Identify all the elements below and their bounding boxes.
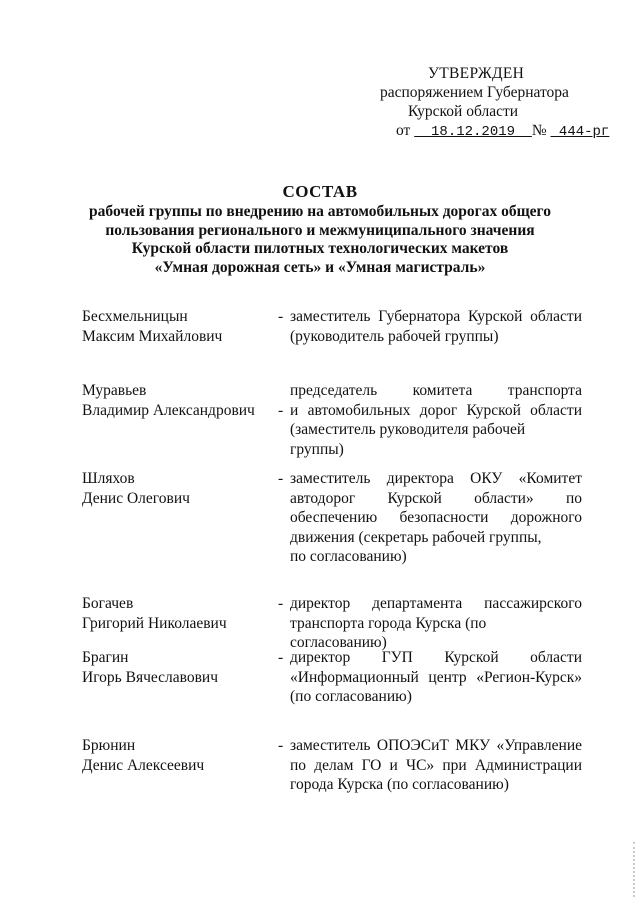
approval-stamp xyxy=(370,64,610,142)
role-line: заместитель директора ОКУ «Комитет xyxy=(290,470,582,487)
approval-line-1: распоряжением Губернатора xyxy=(380,84,569,101)
date-prefix: от xyxy=(396,122,411,139)
member-name xyxy=(82,307,282,346)
member-given-name: Максим Михайлович xyxy=(82,327,223,345)
header-line-3: Курской области пилотных технологических макетов xyxy=(131,240,509,257)
member-role xyxy=(278,307,582,346)
member-entry xyxy=(82,594,582,651)
role-line: (по согласованию) xyxy=(290,688,412,705)
dash: - xyxy=(278,308,284,325)
member-role xyxy=(278,381,582,459)
member-surname: Богачев xyxy=(82,595,134,612)
role-line: по согласованию) xyxy=(290,548,407,565)
member-entry xyxy=(82,307,582,381)
member-given-name: Владимир Александрович xyxy=(82,401,255,419)
role-line: (руководитель рабочей группы) xyxy=(290,327,499,345)
role-line: заместитель ОПОЭСиТ МКУ «Управление xyxy=(290,737,582,754)
member-entry xyxy=(82,469,582,594)
header-line-1: рабочей группы по внедрению на автомобильных дорогах общего xyxy=(89,203,551,220)
member-role xyxy=(278,648,582,707)
role-line: города Курска (по согласованию) xyxy=(290,776,509,793)
header-line-4: «Умная дорожная сеть» и «Умная магистраль» xyxy=(154,258,486,276)
role-line: (заместитель руководителя рабочей группы) xyxy=(290,421,526,458)
role-line: директор департамента пассажирского xyxy=(290,595,582,612)
approval-line-2: Курской области xyxy=(408,103,519,120)
member-given-name: Денис Олегович xyxy=(82,489,190,507)
member-name xyxy=(82,469,282,508)
member-entry xyxy=(82,648,582,736)
member-entry xyxy=(82,736,582,806)
member-name xyxy=(82,648,282,687)
approval-number: 444-рг xyxy=(558,124,610,140)
member-surname: Шляхов xyxy=(82,470,135,487)
dash: - xyxy=(278,737,284,754)
member-role xyxy=(278,469,582,567)
member-surname: Муравьев xyxy=(82,382,147,399)
role-line: движения (секретарь рабочей группы, xyxy=(290,528,542,546)
member-entry xyxy=(82,381,582,469)
member-given-name: Григорий Николаевич xyxy=(82,614,227,632)
member-name xyxy=(82,736,282,775)
role-line: автодорог Курской области» по xyxy=(290,489,582,507)
role-line: по делам ГО и ЧС» при Администрации xyxy=(290,756,582,774)
document-title: СОСТАВ xyxy=(282,182,358,201)
dash: - xyxy=(278,595,284,612)
document-header xyxy=(40,181,600,277)
members-list xyxy=(82,307,582,806)
number-prefix: № xyxy=(531,122,547,139)
role-line: «Информационный центр «Регион-Курск» xyxy=(290,668,582,686)
dash: - xyxy=(278,401,284,419)
member-surname: Бесхмельницын xyxy=(82,308,188,325)
member-name xyxy=(82,594,282,633)
member-given-name: Денис Алексеевич xyxy=(82,756,205,774)
role-line: и автомобильных дорог Курской области xyxy=(290,401,582,419)
member-name xyxy=(82,381,282,420)
approval-date-line xyxy=(370,121,610,142)
role-line: транспорта города Курска (по согласованию) xyxy=(290,614,487,651)
member-surname: Брагин xyxy=(82,649,129,666)
role-line: председатель комитета транспорта xyxy=(290,382,582,399)
approval-date: 18.12.2019 xyxy=(431,124,516,140)
member-role xyxy=(278,736,582,795)
dash: - xyxy=(278,470,284,487)
role-line: директор ГУП Курской области xyxy=(290,649,582,666)
role-line: заместитель Губернатора Курской области xyxy=(290,308,582,325)
dash: - xyxy=(278,649,284,666)
member-given-name: Игорь Вячеславович xyxy=(82,668,219,686)
member-role xyxy=(278,594,582,653)
header-line-2: пользования регионального и межмуниципального значения xyxy=(105,221,535,239)
member-surname: Брюнин xyxy=(82,737,136,754)
scan-edge-mark xyxy=(633,842,637,897)
role-line: обеспечению безопасности дорожного xyxy=(290,509,582,526)
approval-title: УТВЕРЖДЕН xyxy=(428,65,525,82)
